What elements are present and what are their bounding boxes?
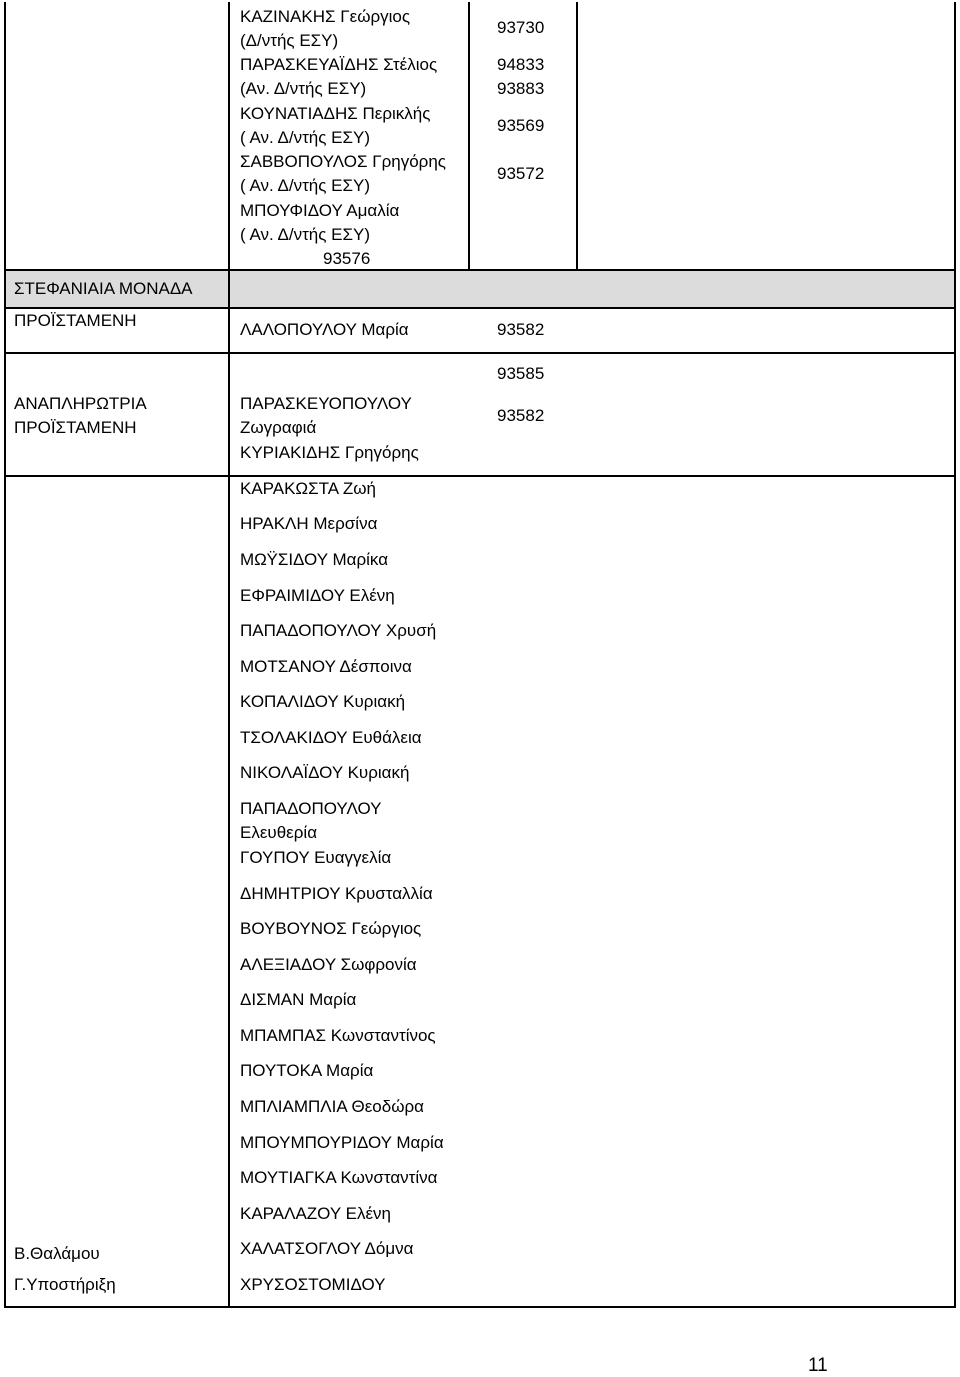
staff-name: ΔΙΣΜΑΝ Μαρία [240, 990, 357, 1009]
staff-name: ΚΟΠΑΛΙΔΟΥ Κυριακή [240, 692, 406, 711]
head-nurse-name: ΛΑΛΟΠΟΥΛΟΥ Μαρία [240, 320, 409, 339]
row-divider [6, 307, 954, 309]
staff-name: Ελευθερία [240, 823, 318, 842]
unit-title: ΣΤΕΦΑΝΙΑΙΑ ΜΟΝΑΔΑ [14, 279, 193, 298]
page-number: 11 [808, 1355, 828, 1376]
staff-name: ΠΑΠΑΔΟΠΟΥΛΟΥ Χρυσή [240, 621, 437, 640]
staff-name: ΧΡΥΣΟΣΤΟΜΙΔΟΥ [240, 1275, 386, 1294]
staff-name: ΜΠΟΥΜΠΟΥΡΙΔΟΥ Μαρία [240, 1133, 444, 1152]
phone-number: 93730 [497, 18, 545, 37]
deputy-phone: 93585 [497, 364, 545, 383]
row-divider [6, 352, 954, 354]
staff-name: ΜΟΤΣΑΝΟΥ Δέσποινα [240, 657, 412, 676]
directory-table [4, 2, 956, 1308]
staff-name: ΤΣΟΛΑΚΙΔΟΥ Ευθάλεια [240, 728, 422, 747]
deputy-label: ΠΡΟΪΣΤΑΜΕΝΗ [14, 418, 137, 437]
staff-name: ΕΦΡΑΙΜΙΔΟΥ Ελένη [240, 586, 395, 605]
top-name-line: ( Αν. Δ/ντής ΕΣΥ) [240, 225, 370, 244]
phone-number: 93569 [497, 116, 545, 135]
column-divider-phone-right [576, 2, 578, 271]
deputy-name: Ζωγραφιά [240, 418, 317, 437]
staff-name: ΠΑΠΑΔΟΠΟΥΛΟΥ [240, 799, 382, 818]
top-name-line: ΜΠΟΥΦΙΔΟΥ Αμαλία [240, 201, 400, 220]
staff-name: ΧΑΛΑΤΣΟΓΛΟΥ Δόμνα [240, 1239, 414, 1258]
head-nurse-phone: 93582 [497, 320, 545, 339]
left-item-b: Β.Θαλάμου [14, 1244, 100, 1263]
row-divider [6, 475, 954, 477]
left-item-g: Γ.Υποστήριξη [14, 1275, 116, 1294]
top-name-line: ( Αν. Δ/ντής ΕΣΥ) [240, 176, 370, 195]
row-divider [6, 269, 954, 271]
top-name-line: ΚΑΖΙΝΑΚΗΣ Γεώργιος [240, 7, 411, 26]
staff-name: ΠΟΥΤΟΚΑ Μαρία [240, 1061, 374, 1080]
staff-name: ΚΥΡΙΑΚΙΔΗΣ Γρηγόρης [240, 443, 419, 462]
phone-number: 93572 [497, 164, 545, 183]
top-name-line: (Αν. Δ/ντής ΕΣΥ) [240, 79, 367, 98]
top-name-line: ( Αν. Δ/ντής ΕΣΥ) [240, 128, 370, 147]
deputy-phone: 93582 [497, 406, 545, 425]
top-name-line: ΠΑΡΑΣΚΕΥΑΪΔΗΣ Στέλιος [240, 55, 438, 74]
staff-name: ΜΟΥΤΙΑΓΚΑ Κωνσταντίνα [240, 1168, 438, 1187]
staff-name: ΜΠΑΜΠΑΣ Κωνσταντίνος [240, 1026, 436, 1045]
top-name-line: (Δ/ντής ΕΣΥ) [240, 31, 339, 50]
staff-name: ΒΟΥΒΟΥΝΟΣ Γεώργιος [240, 919, 422, 938]
deputy-name: ΠΑΡΑΣΚΕΥΟΠΟΥΛΟΥ [240, 394, 412, 413]
staff-name: ΚΑΡΑΚΩΣΤΑ Ζωή [240, 479, 377, 498]
staff-name: ΑΛΕΞΙΑΔΟΥ Σωφρονία [240, 955, 417, 974]
column-divider-left [228, 2, 230, 1308]
column-divider-phone-left [468, 2, 470, 271]
staff-name: ΝΙΚΟΛΑΪΔΟΥ Κυριακή [240, 763, 410, 782]
staff-name: ΚΑΡΑΛΑΖΟΥ Ελένη [240, 1204, 391, 1223]
staff-name: ΜΠΛΙΑΜΠΛΙΑ Θεοδώρα [240, 1097, 424, 1116]
top-name-line: 93576 [323, 249, 371, 268]
phone-number: 94833 [497, 55, 545, 74]
top-name-line: ΣΑΒΒΟΠΟΥΛΟΣ Γρηγόρης [240, 152, 446, 171]
deputy-label: ΑΝΑΠΛΗΡΩΤΡΙΑ [14, 394, 147, 413]
staff-name: ΔΗΜΗΤΡΙΟΥ Κρυσταλλία [240, 884, 433, 903]
top-name-line: ΚΟΥΝΑΤΙΑΔΗΣ Περικλής [240, 104, 431, 123]
staff-name: ΓΟΥΠΟΥ Ευαγγελία [240, 848, 392, 867]
phone-number: 93883 [497, 79, 545, 98]
head-nurse-label: ΠΡΟΪΣΤΑΜΕΝΗ [14, 311, 137, 330]
staff-name: ΗΡΑΚΛΗ Μερσίνα [240, 514, 378, 533]
staff-name: ΜΩΫΣΙΔΟΥ Μαρίκα [240, 550, 389, 569]
